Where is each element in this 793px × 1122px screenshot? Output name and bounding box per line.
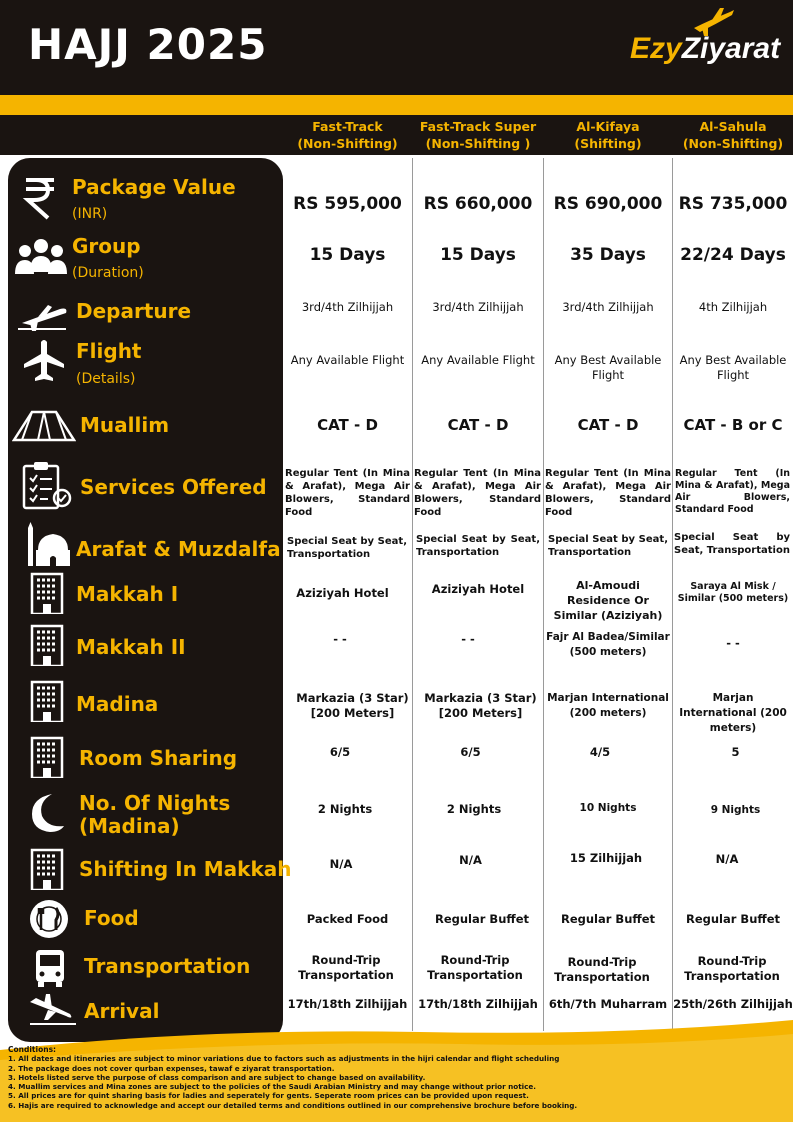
- hotel-icon: [30, 848, 64, 890]
- cell-shifting: N/A: [329, 857, 353, 871]
- cell-arafat: Special Seat by Seat, Transportation: [674, 532, 790, 556]
- cell-group: 15 Days: [440, 245, 516, 265]
- cell-arafat: Special Seat by Seat, Transportation: [287, 536, 407, 560]
- cell-shifting: N/A: [715, 852, 739, 866]
- row-label-room-sharing: Room Sharing: [0, 736, 283, 782]
- cell-services: Regular Tent (In Mina & Arafat), Mega Air Blowers, Standard Food: [675, 468, 790, 515]
- cell-arrival: 6th/7th Muharram: [548, 997, 668, 1011]
- cell-madina: Marjan International (200 meters): [547, 692, 669, 719]
- condition-item: 5. All prices are for quint sharing basis for ladies and seperately for gents. Seperate room prices can be provided upon request.: [8, 1091, 529, 1101]
- cell-package-value: RS 690,000: [553, 194, 663, 214]
- cell-arafat: Special Seat by Seat, Transportation: [416, 534, 540, 558]
- airplane-icon: [22, 338, 66, 382]
- cell-makkah-1: Al-Amoudi Residence Or Similar (Aziziyah): [553, 579, 663, 622]
- cell-makkah-2: - -: [461, 632, 475, 646]
- row-label-departure: Departure: [0, 292, 283, 330]
- cell-arrival: 25th/26th Zilhijjah: [673, 997, 793, 1011]
- cell-makkah-2: - -: [726, 636, 740, 650]
- row-label-group: Group (Duration): [0, 232, 283, 287]
- condition-item: 6. Hajis are required to acknowledge and accept our detailed terms and conditions outlined in our comprehensive brochure before booking.: [8, 1100, 578, 1110]
- cell-nights: 2 Nights: [446, 802, 502, 816]
- brand-logo: EzyZiyarat: [630, 32, 781, 65]
- row-label-muallim: Muallim: [0, 402, 283, 450]
- cell-nights: 10 Nights: [579, 802, 637, 814]
- cell-makkah-2: - -: [333, 632, 347, 646]
- cell-departure: 3rd/4th Zilhijjah: [432, 300, 524, 314]
- cell-services: Regular Tent (In Mina & Arafat), Mega Air Blowers, Standard Food: [545, 468, 671, 518]
- row-label-services: Services Offered: [0, 458, 283, 514]
- row-label-shifting: Shifting In Makkah: [0, 848, 283, 894]
- cell-room-sharing: 5: [731, 745, 740, 759]
- row-label-makkah-1: Makkah I: [0, 572, 283, 618]
- cell-room-sharing: 6/5: [329, 745, 351, 759]
- conditions-heading: Conditions:: [8, 1045, 57, 1054]
- hotel-icon: [30, 624, 64, 666]
- cell-transportation: Round-Trip Transportation: [427, 953, 523, 982]
- header-bar: [0, 0, 793, 95]
- row-label-makkah-2: Makkah II: [0, 624, 283, 670]
- cell-room-sharing: 4/5: [589, 745, 611, 759]
- cell-muallim: CAT - D: [317, 416, 378, 434]
- departure-plane-icon: [16, 296, 70, 340]
- cell-flight: Any Best Available Flight: [679, 353, 787, 382]
- bus-icon: [34, 948, 66, 988]
- cell-room-sharing: 6/5: [460, 745, 481, 759]
- cell-transportation: Round-Trip Transportation: [554, 955, 650, 984]
- hotel-icon: [30, 680, 64, 722]
- cell-package-value: RS 660,000: [423, 194, 533, 214]
- cell-muallim: CAT - D: [447, 416, 509, 434]
- cell-transportation: Round-Trip Transportation: [298, 953, 394, 982]
- condition-item: 4. Muallim services and Mina zones are subject to the policies of the Saudi Arabian Ministry and may change without prior notice.: [8, 1082, 536, 1092]
- cell-departure: 4th Zilhijjah: [698, 300, 768, 314]
- row-label-package-value: Package Value (INR): [0, 172, 283, 227]
- page-title: HAJJ 2025: [28, 20, 268, 69]
- cell-group: 35 Days: [570, 245, 646, 265]
- cell-muallim: CAT - B or C: [683, 416, 783, 434]
- cell-nights: 9 Nights: [710, 804, 761, 816]
- cell-flight: Any Available Flight: [421, 353, 535, 367]
- cell-food: Packed Food: [306, 912, 389, 926]
- mosque-icon: [24, 520, 74, 566]
- cell-makkah-1: Aziziyah Hotel: [431, 582, 525, 596]
- cell-group: 15 Days: [309, 245, 386, 265]
- condition-item: 2. The package does not cover qurban expenses, tawaf e ziyarat transportation.: [8, 1063, 335, 1073]
- cell-food: Regular Buffet: [685, 912, 781, 926]
- row-label-madina: Madina: [0, 680, 283, 726]
- cell-flight: Any Available Flight: [290, 353, 405, 367]
- cell-departure: 3rd/4th Zilhijjah: [301, 300, 394, 314]
- moon-icon: [26, 792, 66, 834]
- food-icon: [28, 898, 70, 940]
- tent-icon: [12, 406, 76, 442]
- rupee-icon: [20, 176, 60, 220]
- conditions-block: [8, 1045, 788, 1110]
- cell-makkah-2: Fajr Al Badea/Similar (500 meters): [546, 631, 670, 658]
- row-label-arrival: Arrival: [0, 994, 283, 1032]
- column-header-fast-track: Fast-Track (Non-Shifting): [297, 119, 398, 151]
- cell-arrival: 17th/18th Zilhijjah: [418, 997, 538, 1011]
- cell-services: Regular Tent (In Mina & Arafat), Mega Air Blowers, Standard Food: [285, 468, 410, 518]
- cell-makkah-1: Aziziyah Hotel: [296, 586, 389, 600]
- cell-food: Regular Buffet: [560, 912, 656, 926]
- cell-madina: Markazia (3 Star) [200 Meters]: [424, 691, 537, 720]
- cell-services: Regular Tent (In Mina & Arafat), Mega Air Blowers, Standard Food: [414, 468, 541, 518]
- cell-transportation: Round-Trip Transportation: [684, 954, 780, 983]
- cell-muallim: CAT - D: [577, 416, 639, 434]
- cell-madina: Marjan International (200 meters): [679, 692, 787, 734]
- condition-item: 3. Hotels listed serve the purpose of class comparison and are subject to change based on availability.: [8, 1072, 426, 1082]
- gold-band: [0, 95, 793, 115]
- column-header-al-kifaya: Al-Kifaya (Shifting): [574, 119, 642, 151]
- column-header-al-sahula: Al-Sahula (Non-Shifting): [682, 119, 784, 151]
- cell-makkah-1: Saraya Al Misk / Similar (500 meters): [677, 581, 789, 604]
- cell-package-value: RS 735,000: [678, 194, 788, 214]
- clipboard-icon: [20, 460, 72, 510]
- cell-nights: 2 Nights: [317, 802, 373, 816]
- condition-item: 1. All dates and itineraries are subject to minor variations due to factors such as adjustments in the hijri calendar and flight scheduling: [8, 1054, 560, 1064]
- cell-madina: Markazia (3 Star) [200 Meters]: [296, 691, 409, 720]
- cell-shifting: 15 Zilhijjah: [569, 851, 643, 865]
- cell-arrival: 17th/18th Zilhijjah: [287, 997, 408, 1011]
- column-divider: [543, 158, 544, 1031]
- hotel-icon: [30, 572, 64, 614]
- cell-shifting: N/A: [459, 853, 482, 867]
- hotel-icon: [30, 736, 64, 778]
- cell-departure: 3rd/4th Zilhijjah: [562, 300, 654, 314]
- cell-arafat: Special Seat by Seat, Transportation: [548, 534, 668, 558]
- people-icon: [14, 236, 68, 280]
- cell-flight: Any Best Available Flight: [554, 353, 662, 382]
- row-label-flight: Flight (Details): [0, 336, 283, 391]
- column-header-fast-track-super: Fast-Track Super (Non-Shifting ): [419, 119, 537, 151]
- cell-food: Regular Buffet: [434, 912, 530, 926]
- cell-group: 22/24 Days: [680, 245, 786, 265]
- row-label-nights: No. Of Nights (Madina): [0, 790, 283, 842]
- row-label-food: Food: [0, 898, 283, 944]
- row-label-arafat: Arafat & Muzdalfa: [0, 520, 283, 570]
- cell-package-value: RS 595,000: [293, 194, 402, 214]
- row-label-transportation: Transportation: [0, 946, 283, 992]
